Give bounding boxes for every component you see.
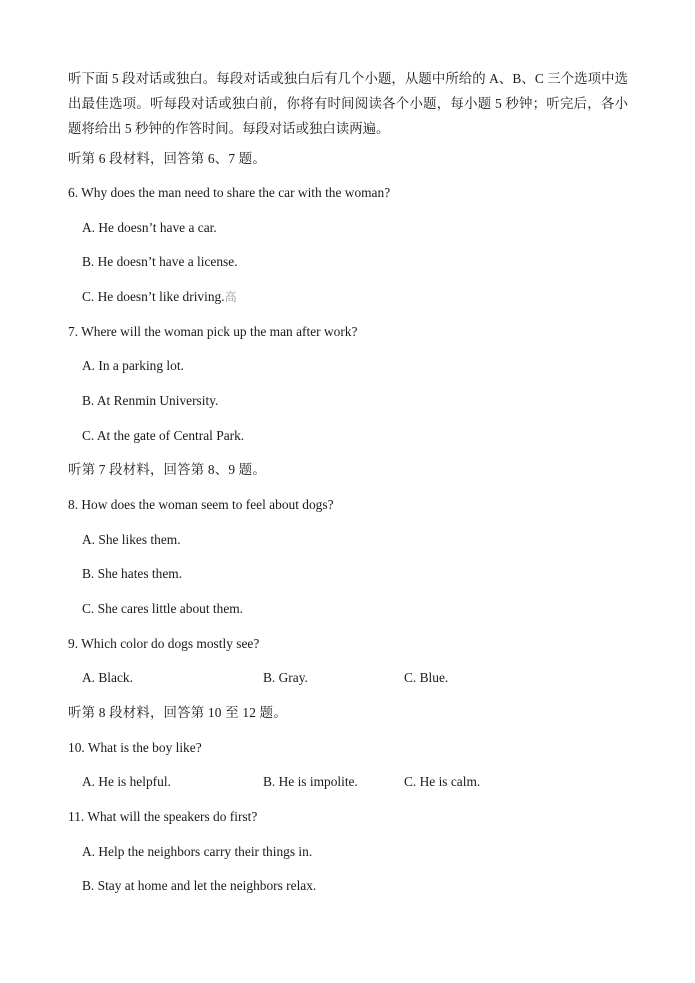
section-6-heading: 听第 6 段材料，回答第 6、7 题。: [68, 151, 266, 166]
question-10-option-c: C. He is calm.: [404, 774, 481, 789]
question-8: 8. How does the woman seem to feel about dogs?: [68, 497, 334, 512]
question-9: 9. Which color do dogs mostly see?: [68, 636, 260, 651]
question-10: 10. What is the boy like?: [68, 740, 202, 755]
question-9-option-b: B. Gray.: [263, 670, 308, 685]
question-8-option-a: A. She likes them.: [82, 532, 181, 547]
section-7-heading: 听第 7 段材料，回答第 8、9 题。: [68, 462, 266, 477]
question-6-option-b: B. He doesn’t have a license.: [82, 254, 238, 269]
question-7-option-c: C. At the gate of Central Park.: [82, 428, 245, 443]
question-8-option-c: C. She cares little about them.: [82, 601, 244, 616]
question-6: 6. Why does the man need to share the car with the woman?: [68, 185, 391, 200]
question-9-option-c: C. Blue.: [404, 670, 449, 685]
question-6-option-a: A. He doesn’t have a car.: [82, 220, 217, 235]
question-6-option-c: [82, 288, 237, 306]
question-7-option-b: B. At Renmin University.: [82, 393, 219, 408]
question-7: 7. Where will the woman pick up the man after work?: [68, 324, 358, 339]
question-11-option-b: B. Stay at home and let the neighbors relax.: [82, 878, 317, 893]
instructions-paragraph: 听下面 5 段对话或独白。每段对话或独白后有几个小题，从题中所给的 A、B、C 三个选项中选出最佳选项。听每段对话或独白前，你将有时间阅读各个小题，每小题 5 秒钟；听完后，各小题将给出 5 秒钟的作答时间。每段对话或独白读两遍。: [68, 71, 628, 136]
question-11: 11. What will the speakers do first?: [68, 809, 258, 824]
question-8-option-b: B. She hates them.: [82, 566, 183, 581]
question-6-option-c-text: C. He doesn’t like driving.: [82, 289, 225, 304]
question-9-option-a: A. Black.: [82, 670, 133, 685]
question-10-option-a: A. He is helpful.: [82, 774, 171, 789]
question-7-option-a: A. In a parking lot.: [82, 358, 184, 373]
watermark-char: 高: [224, 290, 237, 304]
question-11-option-a: A. Help the neighbors carry their things in.: [82, 844, 313, 859]
section-8-heading: 听第 8 段材料，回答第 10 至 12 题。: [68, 705, 287, 720]
question-10-option-b: B. He is impolite.: [263, 774, 358, 789]
